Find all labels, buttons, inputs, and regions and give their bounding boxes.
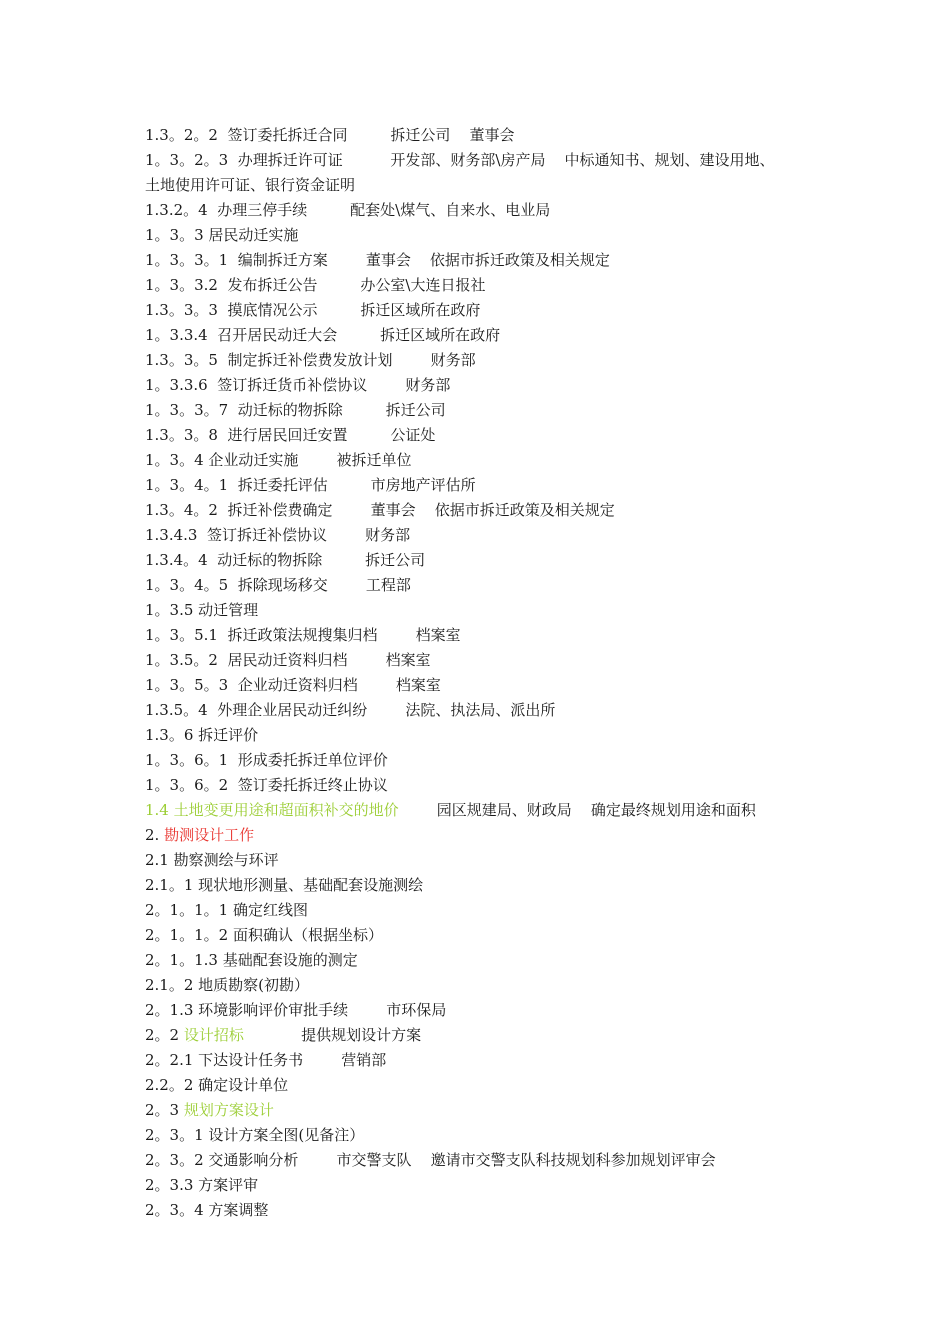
document-line: 1.3.4.3 签订拆迁补偿协议 财务部 <box>145 526 411 544</box>
document-line: 2.1 勘察测绘与环评 <box>145 851 279 869</box>
document-line <box>145 1098 835 1123</box>
document-line: 2。3.3 方案评审 <box>145 1176 259 1194</box>
document-line: 2。1。1.3 基础配套设施的测定 <box>145 951 358 969</box>
document-line: 1。3.3.6 签订拆迁货币补偿协议 财务部 <box>145 376 451 394</box>
document-line: 2。1.3 环境影响评价审批手续 市环保局 <box>145 1001 447 1019</box>
document-line: 1。3。3 居民动迁实施 <box>145 226 299 244</box>
document-line: 1。3.3.4 召开居民动迁大会 拆迁区域所在政府 <box>145 326 501 344</box>
document-line: 1。3。3。7 动迁标的物拆除 拆迁公司 <box>145 401 446 419</box>
document-body <box>145 123 835 1223</box>
document-line: 2。3。2 交通影响分析 市交警支队 邀请市交警支队科技规划科参加规划评审会 <box>145 1151 716 1169</box>
document-line: 1。3.5。2 居民动迁资料归档 档案室 <box>145 651 431 669</box>
document-line: 1.3。3。5 制定拆迁补偿费发放计划 财务部 <box>145 351 476 369</box>
document-line: 1.3。4。2 拆迁补偿费确定 董事会 依据市拆迁政策及相关规定 <box>145 501 615 519</box>
document-line: 1.3。3。3 摸底情况公示 拆迁区域所在政府 <box>145 301 481 319</box>
document-line: 1。3。2。3 办理拆迁许可证 开发部、财务部\房产局 中标通知书、规划、建设用地、 <box>145 151 775 169</box>
document-line: 1。3。4。5 拆除现场移交 工程部 <box>145 576 411 594</box>
document-line: 2.1。1 现状地形测量、基础配套设施测绘 <box>145 876 424 894</box>
document-line: 1.3。2。2 签订委托拆迁合同 拆迁公司 董事会 <box>145 126 515 144</box>
document-line: 1。3。5。3 企业动迁资料归档 档案室 <box>145 676 441 694</box>
document-line: 2。2.1 下达设计任务书 营销部 <box>145 1051 387 1069</box>
document-line: 1。3.5 动迁管理 <box>145 601 259 619</box>
document-line: 1。3。4 企业动迁实施 被拆迁单位 <box>145 451 412 469</box>
document-line: 1.3.5。4 外理企业居民动迁纠纷 法院、执法局、派出所 <box>145 701 556 719</box>
document-line <box>145 798 835 823</box>
red-heading-text: 勘测设计工作 <box>164 826 255 844</box>
document-line: 1。3。3。1 编制拆迁方案 董事会 依据市拆迁政策及相关规定 <box>145 251 610 269</box>
document-line: 2。3。1 设计方案全图(见备注） <box>145 1126 365 1144</box>
document-line: 1。3。3.2 发布拆迁公告 办公室\大连日报社 <box>145 276 486 294</box>
document-line <box>145 823 835 848</box>
document-line: 1.3.4。4 动迁标的物拆除 拆迁公司 <box>145 551 426 569</box>
document-line: 土地使用许可证、银行资金证明 <box>145 176 356 194</box>
line-text: 2. <box>145 826 165 844</box>
line-text: 园区规建局、财政局 确定最终规划用途和面积 <box>398 801 756 819</box>
document-line: 1.3。6 拆迁评价 <box>145 726 259 744</box>
document-line: 1。3。6。1 形成委托拆迁单位评价 <box>145 751 388 769</box>
document-line: 1。3。6。2 签订委托拆迁终止协议 <box>145 776 388 794</box>
document-line: 1。3。5.1 拆迁政策法规搜集归档 档案室 <box>145 626 461 644</box>
document-line: 1.3.2。4 办理三停手续 配套处\煤气、自来水、电业局 <box>145 201 551 219</box>
document-line: 1.3。3。8 进行居民回迁安置 公证处 <box>145 426 436 444</box>
document-line <box>145 1023 835 1048</box>
highlighted-text: 规划方案设计 <box>183 1101 274 1119</box>
line-text: 2。3 <box>145 1101 184 1119</box>
document-line: 2。1。1。2 面积确认（根据坐标） <box>145 926 383 944</box>
document-line: 2.2。2 确定设计单位 <box>145 1076 289 1094</box>
document-line: 2。3。4 方案调整 <box>145 1201 269 1219</box>
document-line: 2.1。2 地质勘察(初勘） <box>145 976 310 994</box>
highlighted-text: 1.4 土地变更用途和超面积补交的地价 <box>145 801 399 819</box>
line-text: 2。2 <box>145 1026 184 1044</box>
line-text: 提供规划设计方案 <box>243 1026 422 1044</box>
document-line: 1。3。4。1 拆迁委托评估 市房地产评估所 <box>145 476 476 494</box>
highlighted-text: 设计招标 <box>183 1026 244 1044</box>
document-line: 2。1。1。1 确定红线图 <box>145 901 308 919</box>
